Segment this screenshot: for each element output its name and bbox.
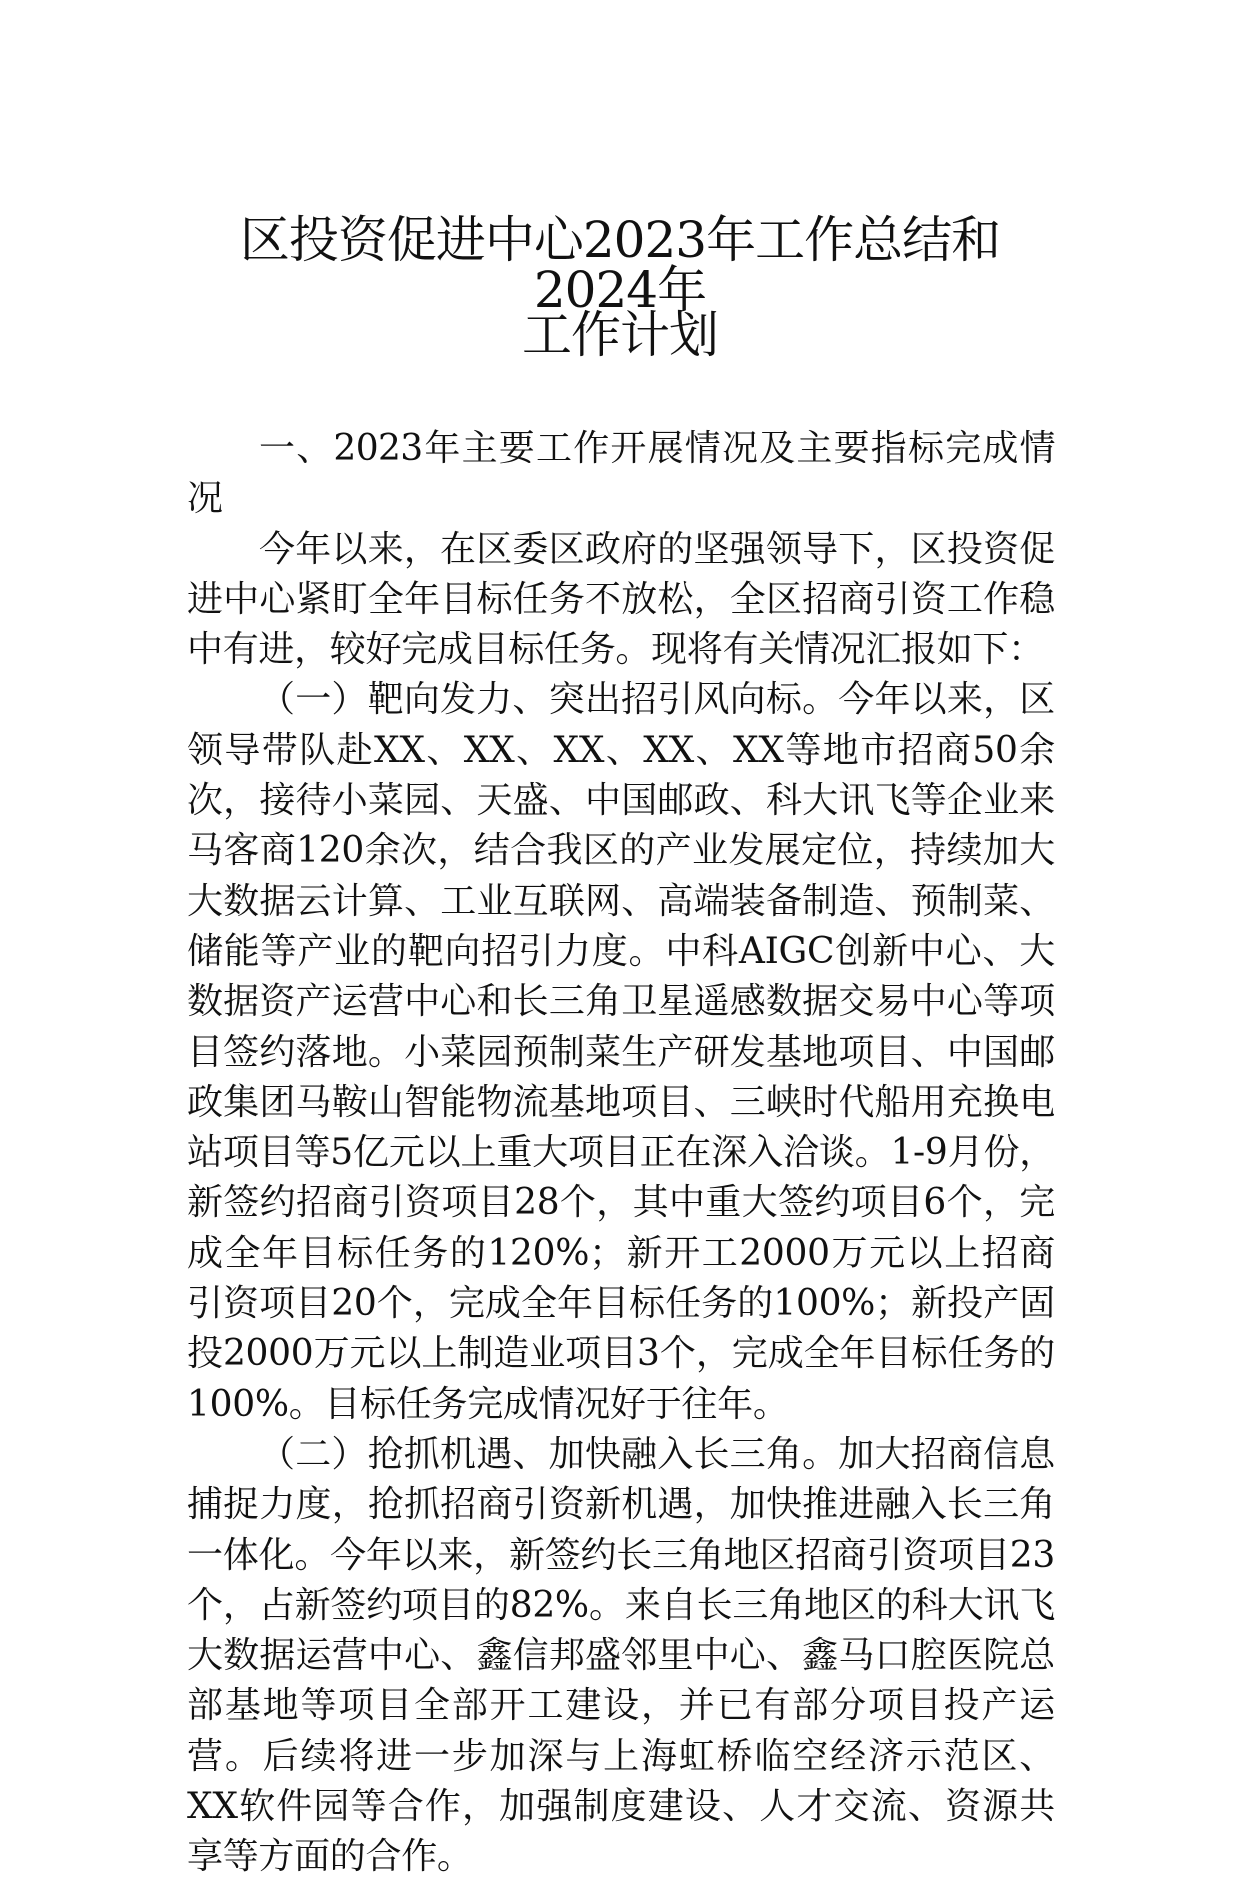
paragraph-section-1: （一）靶向发力、突出招引风向标。今年以来，区领导带队赴XX、XX、XX、XX、XX等地市招商50余次，接待小菜园、天盛、中国邮政、科大讯飞等企业来马客商120余次，结合我区的产业发展定位，持续加大大数据云计算、工业互联网、高端装备制造、预制菜、储能等产业的靶向招引力度。中科AIGC创新中心、大数据资产运营中心和长三角卫星遥感数据交易中心等项目签约落地。小菜园预制菜生产研发基地项目、中国邮政集团马鞍山智能物流基地项目、三峡时代船用充换电站项目等5亿元以上重大项目正在深入洽谈。1-9月份，新签约招商引资项目28个，其中重大签约项目6个，完成全年目标任务的120%；新开工2000万元以上招商引资项目20个，完成全年目标任务的100%；新投产固投2000万元以上制造业项目3个，完成全年目标任务的100%。目标任务完成情况好于往年。: [187, 679, 1055, 1425]
paragraph-intro: 今年以来，在区委区政府的坚强领导下，区投资促进中心紧盯全年目标任务不放松，全区招商引资工作稳中有进，较好完成目标任务。现将有关情况汇报如下：: [187, 528, 1055, 671]
document-title-line-2: 工作计划: [522, 306, 718, 364]
paragraph-section-2: （二）抢抓机遇、加快融入长三角。加大招商信息捕捉力度，抢抓招商引资新机遇，加快推进融入长三角一体化。今年以来，新签约长三角地区招商引资项目23个，占新签约项目的82%。来自长三角地区的科大讯飞大数据运营中心、鑫信邦盛邻里中心、鑫马口腔医院总部基地等项目全部开工建设，并已有部分项目投产运营。后续将进一步加深与上海虹桥临空经济示范区、XX软件园等合作，加强制度建设、人才交流、资源共享等方面的合作。: [187, 1433, 1055, 1878]
section-heading: 一、2023年主要工作开展情况及主要指标完成情况: [187, 428, 1055, 520]
document-body: [187, 424, 1055, 1883]
document-title-line-1: 区投资促进中心2023年工作总结和2024年: [239, 211, 1001, 319]
